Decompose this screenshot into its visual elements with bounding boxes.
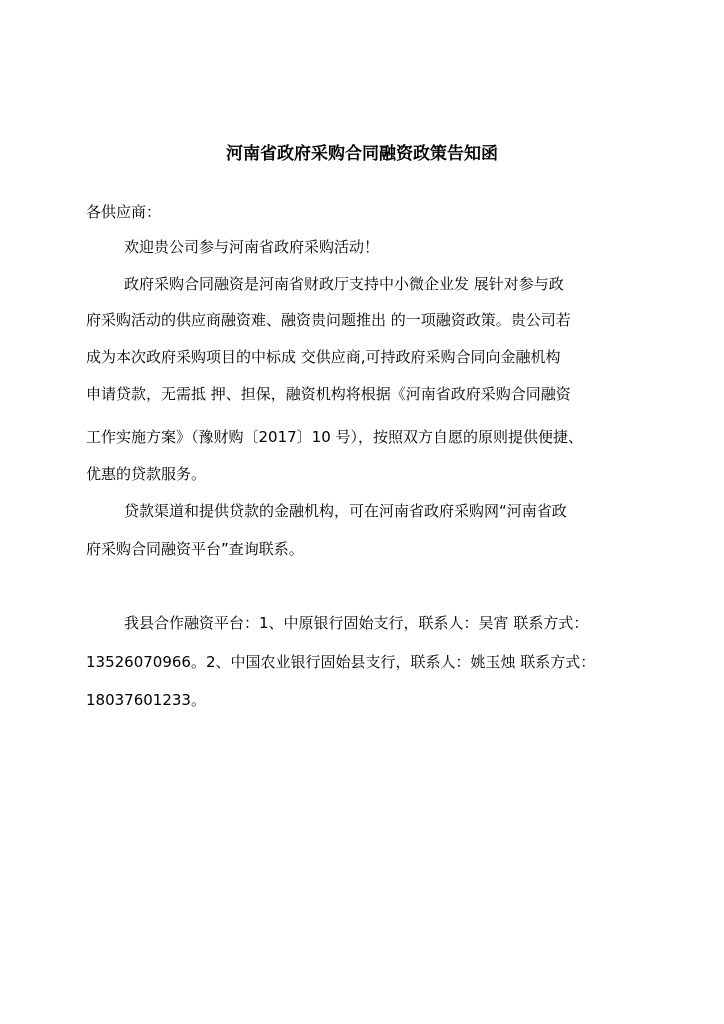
paragraph-1-line-3: 成为本次政府采购项目的中标成 交供应商,可持政府采购合同向金融机构	[86, 348, 561, 366]
paragraph-1-line-5: 工作实施方案》（豫财购〔2017〕10 号），按照双方自愿的原则提供便捷、	[86, 428, 584, 446]
paragraph-3-line-2: 13526070966。2、中国农业银行固始县支行，联系人：姚玉烛 联系方式：	[86, 653, 596, 671]
welcome-line: 欢迎贵公司参与河南省政府采购活动！	[124, 238, 380, 256]
paragraph-3-line-1: 我县合作融资平台：1、中原银行固始支行，联系人：吴宵 联系方式：	[124, 614, 589, 632]
paragraph-2-line-2: 府采购合同融资平台”查询联系。	[86, 540, 304, 558]
document-title: 河南省政府采购合同融资政策告知函	[226, 144, 498, 164]
paragraph-3-line-3: 18037601233。	[86, 691, 206, 709]
paragraph-1-line-4: 申请贷款，无需抵 押、担保，融资机构将根据《河南省政府采购合同融资	[86, 385, 571, 403]
paragraph-1-line-1: 政府采购合同融资是河南省财政厅支持中小微企业发 展针对参与政	[124, 275, 564, 293]
paragraph-1-line-6: 优惠的贷款服务。	[86, 465, 207, 483]
paragraph-1-line-2: 府采购活动的供应商融资难、融资贵问题推出 的一项融资政策。贵公司若	[86, 311, 571, 329]
salutation: 各供应商：	[86, 203, 162, 221]
paragraph-2-line-1: 贷款渠道和提供贷款的金融机构，可在河南省政府采购网“河南省政	[124, 502, 567, 520]
